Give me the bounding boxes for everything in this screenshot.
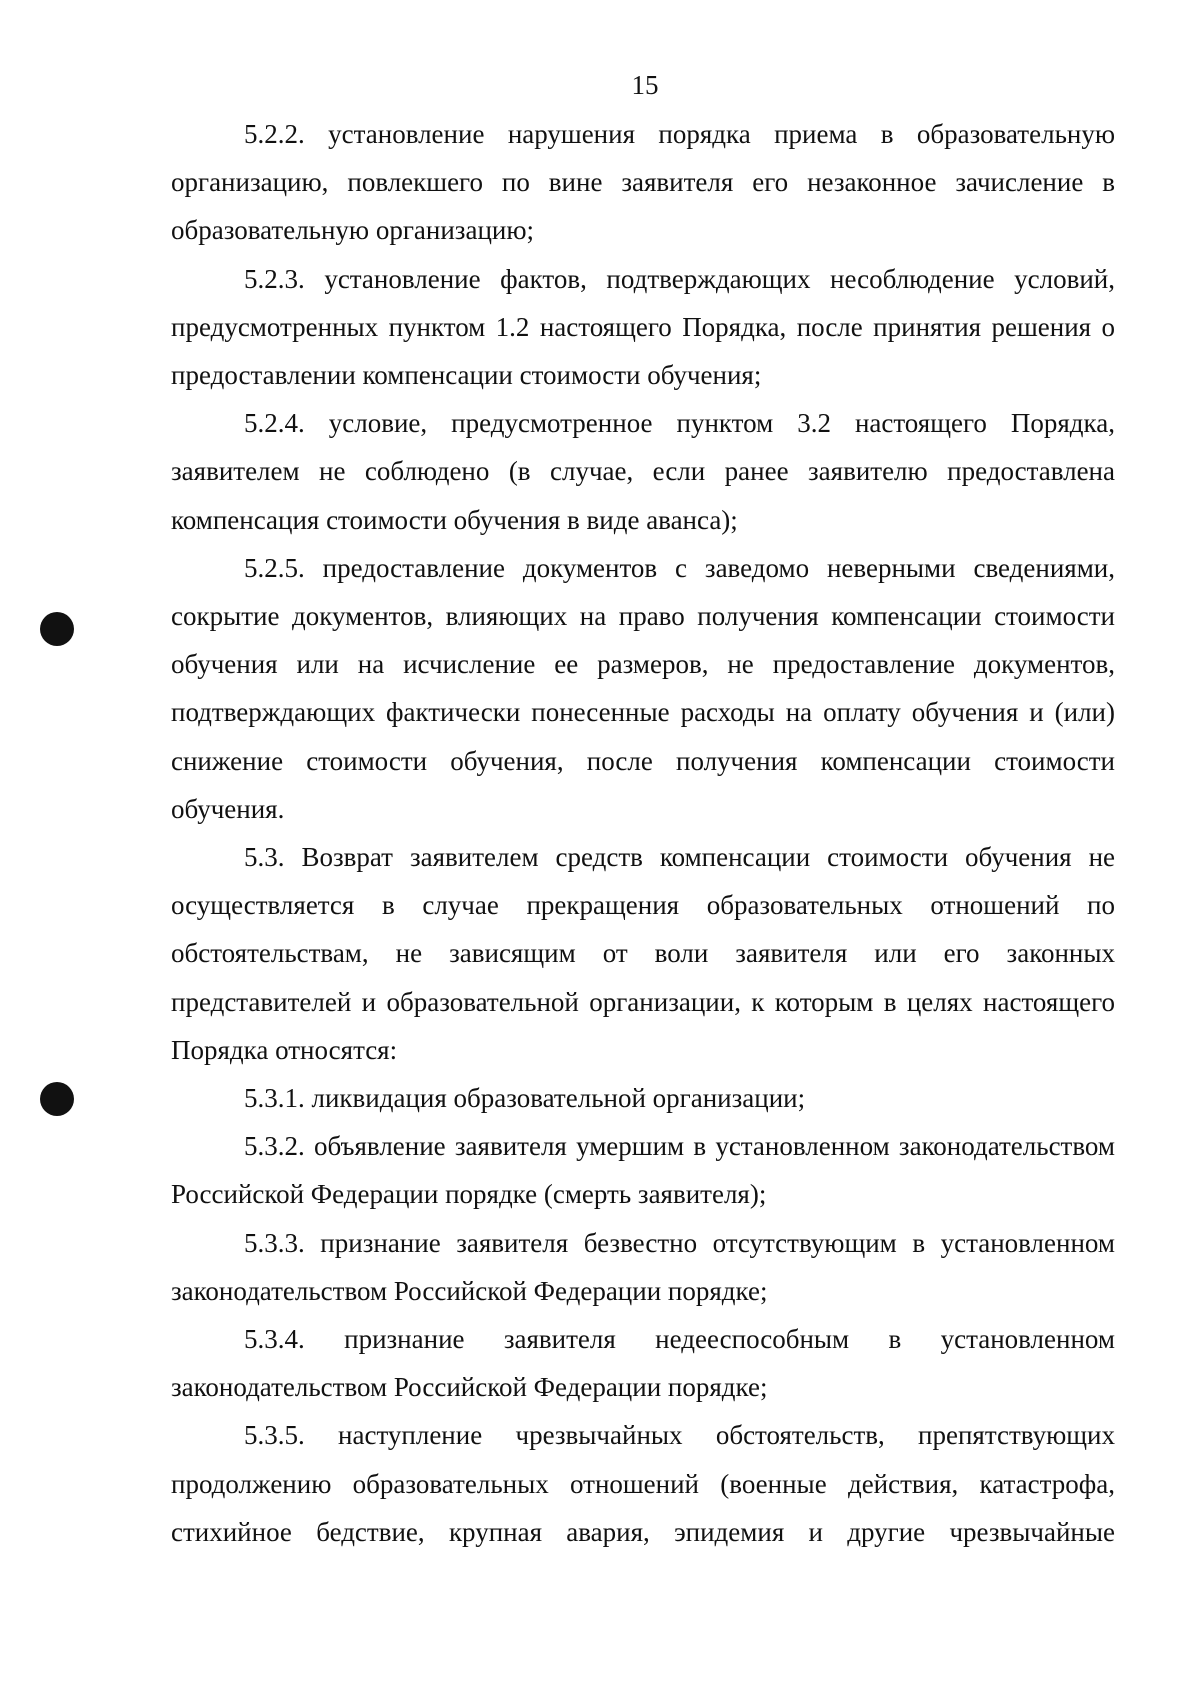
paragraph-5-2-2: 5.2.2. установление нарушения порядка приема в образовательную организацию, повлекшего по вине заявителя его незаконное зачисление в образовательную организацию; bbox=[171, 119, 1115, 246]
paragraph-5-3-3: 5.3.3. признание заявителя безвестно отсутствующим в установленном законодательством Российской Федерации порядке; bbox=[171, 1227, 1115, 1306]
paragraph-5-3-5: 5.3.5. наступление чрезвычайных обстоятельств, препятствующих продолжению образовательных отношений (военные действия, катастрофа, стихийное бедствие, крупная авария, эпидемия и другие чрезвычайные bbox=[171, 1420, 1115, 1547]
page-number: 15 bbox=[631, 70, 659, 100]
paragraph-5-3-1: 5.3.1. ликвидация образовательной организации; bbox=[244, 1083, 806, 1114]
paragraph-5-3: 5.3. Возврат заявителем средств компенсации стоимости обучения не осуществляется в случае прекращения образовательных отношений по обстоятельствам, не зависящим от воли заявителя или его законных представителей и образовательной организации, к которым в целях настоящего Порядка относятся: bbox=[171, 842, 1115, 1065]
punch-hole-mark bbox=[40, 612, 74, 646]
paragraph-5-2-4: 5.2.4. условие, предусмотренное пунктом 3.2 настоящего Порядка, заявителем не соблюдено (в случае, если ранее заявителю предоставлена компенсация стоимости обучения в виде аванса); bbox=[171, 408, 1115, 535]
punch-hole-mark bbox=[40, 1082, 74, 1116]
paragraph-5-2-5: 5.2.5. предоставление документов с заведомо неверными сведениями, сокрытие документов, влияющих на право получения компенсации стоимости обучения или на исчисление ее размеров, не предоставление документов, подтверждающих фактически понесенные расходы на оплату обучения и (или) снижение стоимости обучения, после получения компенсации стоимости обучения. bbox=[171, 552, 1115, 824]
paragraph-5-3-2: 5.3.2. объявление заявителя умершим в установленном законодательством Российской Федерации порядке (смерть заявителя); bbox=[171, 1131, 1115, 1210]
paragraph-5-2-3: 5.2.3. установление фактов, подтверждающих несоблюдение условий, предусмотренных пунктом 1.2 настоящего Порядка, после принятия решения о предоставлении компенсации стоимости обучения; bbox=[171, 263, 1115, 391]
document-body bbox=[171, 110, 1115, 1556]
paragraph-5-3-4: 5.3.4. признание заявителя недееспособным в установленном законодательством Российской Федерации порядке; bbox=[171, 1324, 1115, 1403]
